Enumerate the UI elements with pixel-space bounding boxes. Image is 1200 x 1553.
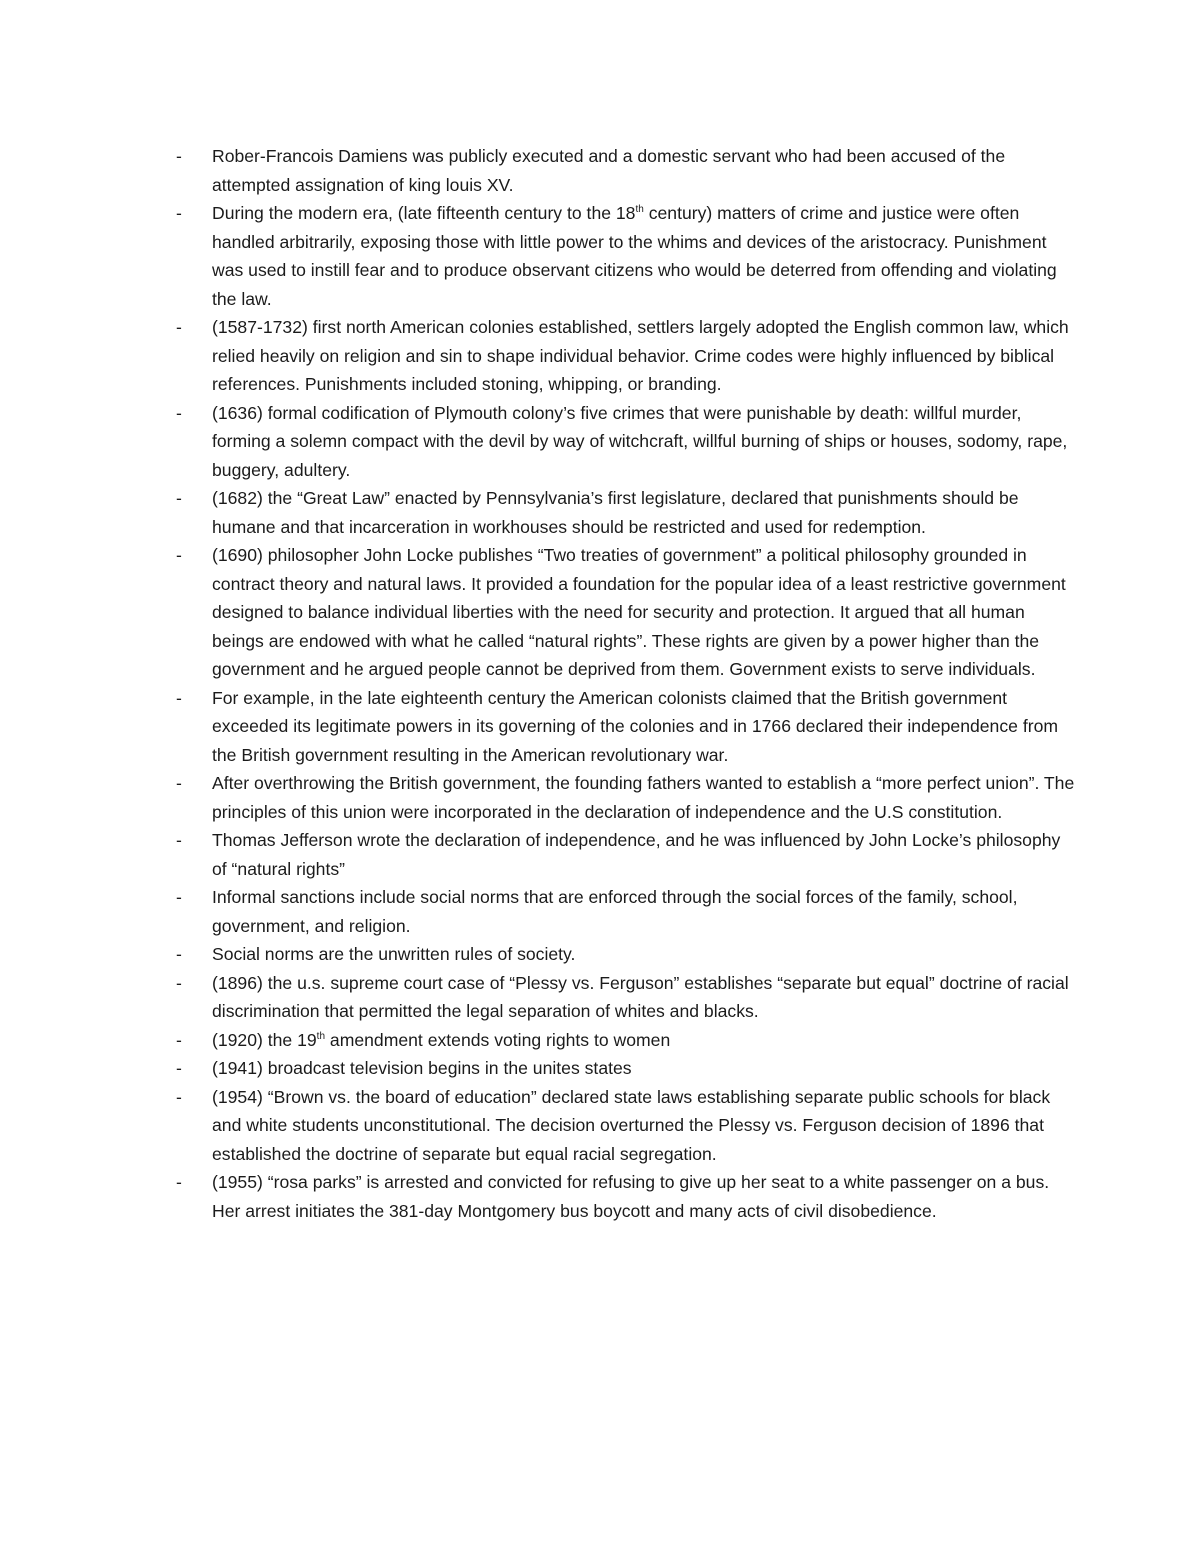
list-item: [176, 826, 1076, 883]
item-text: After overthrowing the British government, the founding fathers wanted to establish a “more perfect union”. The principles of this union were incorporated in the declaration of independence and the U.S constitution.: [212, 773, 1075, 822]
list-item: [176, 1026, 1076, 1055]
item-text: [212, 203, 1057, 309]
ordinal-suffix: th: [316, 1030, 326, 1042]
bullet-dash: -: [176, 203, 182, 223]
bullet-dash: -: [176, 773, 182, 793]
list-item: [176, 969, 1076, 1026]
list-item: [176, 1083, 1076, 1169]
bullet-dash: -: [176, 830, 182, 850]
bullet-dash: -: [176, 1029, 182, 1050]
bullet-dash: -: [176, 687, 182, 708]
list-item: [176, 684, 1076, 770]
item-text: (1587-1732) first north American colonies established, settlers largely adopted the English common law, which relied heavily on religion and sin to shape individual behavior. Crime codes were highly influenced by biblical references. Punishments included stoning, whipping, or branding.: [212, 317, 1069, 394]
item-text: (1896) the u.s. supreme court case of “Plessy vs. Ferguson” establishes “separate but equal” doctrine of racial discrimination that permitted the legal separation of whites and blacks.: [212, 972, 1069, 1021]
item-text: [212, 1030, 670, 1050]
item-text: (1682) the “Great Law” enacted by Pennsylvania’s first legislature, declared that punishments should be humane and that incarceration in workhouses should be restricted and used for redemption.: [212, 488, 1019, 537]
item-text-before: During the modern era, (late fifteenth century to the 18: [212, 203, 636, 223]
list-item: [176, 1054, 1076, 1083]
bullet-dash: -: [176, 317, 182, 337]
bullet-dash: -: [176, 545, 182, 565]
list-item: [176, 940, 1076, 969]
bullet-dash: -: [176, 944, 182, 964]
bullet-dash: -: [176, 1086, 182, 1107]
item-text: (1954) “Brown vs. the board of education” declared state laws establishing separate public schools for black and white students unconstitutional. The decision overturned the Plessy vs. Ferguson decision of 1896 that established the doctrine of separate but equal racial segregation.: [212, 1086, 1051, 1164]
list-item: [176, 484, 1076, 541]
item-text-after: century) matters of crime and justice were often handled arbitrarily, exposing those with little power to the whims and devices of the aristocracy. Punishment was used to instill fear and to produce observant citizens who would be deterred from offending and violating the law.: [212, 203, 1057, 309]
list-item: [176, 883, 1076, 940]
bullet-dash: -: [176, 488, 182, 508]
bullet-dash: -: [176, 146, 182, 166]
list-item: [176, 313, 1076, 399]
item-text: Social norms are the unwritten rules of society.: [212, 944, 576, 964]
list-item: [176, 769, 1076, 826]
item-text: (1690) philosopher John Locke publishes “Two treaties of government” a political philosophy grounded in contract theory and natural laws. It provided a foundation for the popular idea of a least restrictive government designed to balance individual liberties with the need for security and protection. It argued that all human beings are endowed with what he called “natural rights”. These rights are given by a power higher than the government and he argued people cannot be deprived from them. Government exists to serve individuals.: [212, 545, 1066, 679]
item-text: Rober-Francois Damiens was publicly executed and a domestic servant who had been accused of the attempted assignation of king louis XV.: [212, 146, 1006, 195]
list-item: [176, 142, 1076, 199]
list-item: [176, 1168, 1076, 1225]
item-text: (1955) “rosa parks” is arrested and convicted for refusing to give up her seat to a white passenger on a bus. Her arrest initiates the 381-day Montgomery bus boycott and many acts of civil disobedience.: [212, 1172, 1050, 1221]
bullet-dash: -: [176, 887, 182, 907]
list-item: [176, 199, 1076, 313]
ordinal-suffix: th: [635, 204, 644, 215]
bullet-dash: -: [176, 1058, 182, 1078]
bullet-dash: -: [176, 402, 182, 423]
item-text-before: (1920) the 19: [212, 1029, 317, 1050]
bullet-dash: -: [176, 972, 182, 993]
item-text-after: amendment extends voting rights to women: [325, 1029, 671, 1050]
item-text: (1941) broadcast television begins in the unites states: [212, 1058, 632, 1078]
item-text: Informal sanctions include social norms that are enforced through the social forces of the family, school, government, and religion.: [212, 887, 1018, 936]
item-text: Thomas Jefferson wrote the declaration of independence, and he was influenced by John Locke’s philosophy of “natural rights”: [212, 830, 1061, 879]
notes-list: [176, 142, 1076, 1225]
item-text: (1636) formal codification of Plymouth colony’s five crimes that were punishable by death: willful murder, forming a solemn compact with the devil by way of witchcraft, willful burning of ships or houses, sodomy, rape, buggery, adultery.: [212, 402, 1068, 480]
item-text: For example, in the late eighteenth century the American colonists claimed that the British government exceeded its legitimate powers in its governing of the colonies and in 1766 declared their independence from the British government resulting in the American revolutionary war.: [212, 687, 1059, 765]
list-item: [176, 399, 1076, 485]
bullet-dash: -: [176, 1172, 182, 1192]
list-item: [176, 541, 1076, 684]
